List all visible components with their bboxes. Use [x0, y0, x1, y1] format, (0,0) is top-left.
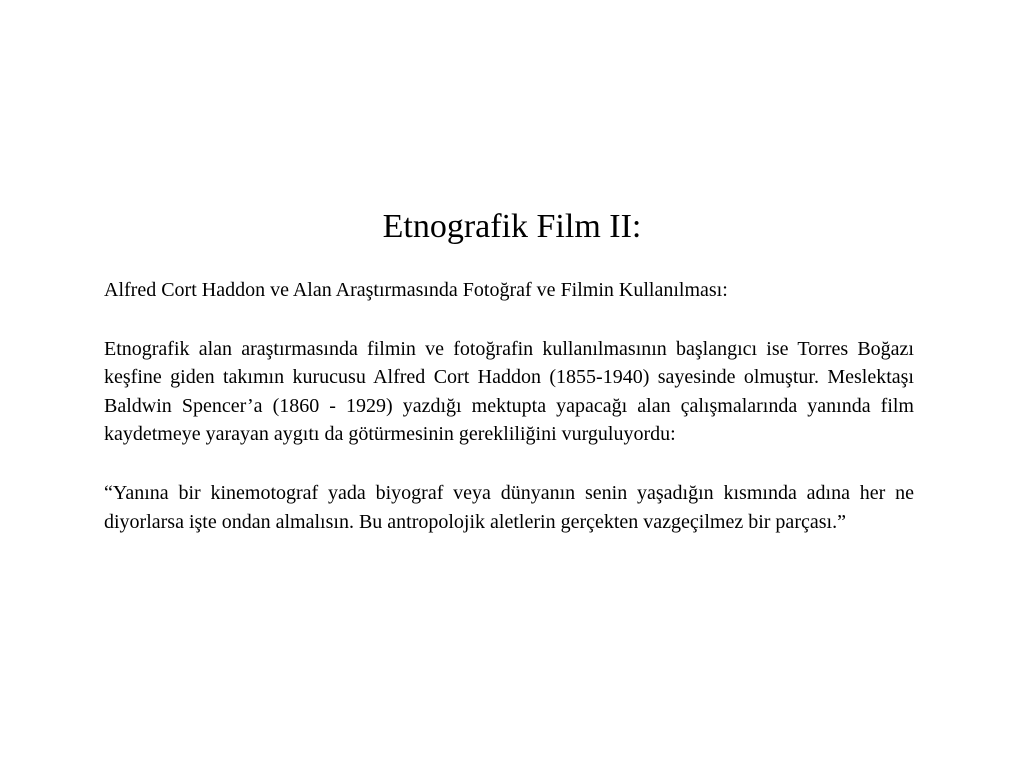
quote-paragraph: “Yanına bir kinemotograf yada biyograf veya dünyanın senin yaşadığın kısmında adına her ne diyorlarsa işte ondan almalısın. Bu antropolojik aletlerin gerçekten vazgeçilmez bir parçası.” — [104, 481, 914, 533]
intro-paragraph: Etnografik alan araştırmasında filmin ve fotoğrafin kullanılmasının başlangıcı ise Torres Boğazı keşfine giden takımın kurucusu Alfred Cort Haddon (1855-1940) sayesinde olmuştur. Meslektaşı Baldwin Spencer’a (1860 - 1929) yazdığı mektupta yapacağı alan çalışmalarında yanında film kaydetmeye yarayan aygıtı da götürmesinin gerekliliğini vurguluyordu: — [104, 337, 914, 446]
slide-subtitle: Alfred Cort Haddon ve Alan Araştırmasında Fotoğraf ve Filmin Kullanılması: — [104, 279, 728, 301]
paragraph-spacer — [104, 305, 914, 335]
slide-title: Etnografik Film II: — [382, 208, 642, 245]
slide-body — [104, 276, 914, 536]
paragraph-spacer — [104, 449, 914, 479]
